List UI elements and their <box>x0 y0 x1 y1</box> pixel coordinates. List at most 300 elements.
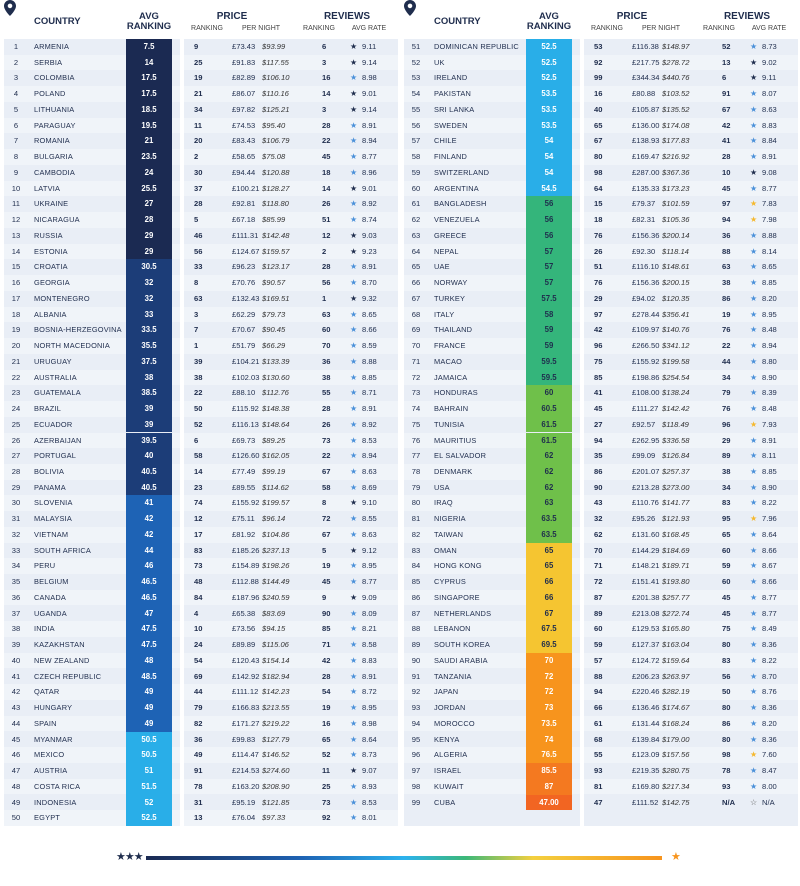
price-usd-value: $254.54 <box>662 372 690 382</box>
star-icon: ★ <box>350 718 358 728</box>
avg-ranking-value: 56 <box>526 196 572 212</box>
price-usd-value: $89.25 <box>262 435 286 445</box>
price-usd-value: $272.74 <box>662 608 690 618</box>
price-ranking-value: 23 <box>194 482 203 492</box>
star-icon: ★ <box>750 466 758 476</box>
price-ranking-value: 89 <box>594 608 603 618</box>
price-gbp-value: £62.29 <box>232 309 256 319</box>
avg-ranking-value: 57 <box>526 275 572 291</box>
star-icon: ★ <box>350 57 358 67</box>
avg-rate-value: 8.95 <box>362 703 377 713</box>
avg-ranking-value: 51.5 <box>126 779 172 795</box>
star-icon: ☆ <box>750 797 758 807</box>
price-gbp-value: £89.55 <box>232 482 256 492</box>
row-number: 73 <box>411 388 421 398</box>
avg-ranking-value: 32 <box>126 291 172 307</box>
avg-rate-value: 8.91 <box>362 262 377 272</box>
avg-ranking-value: 47.00 <box>526 795 572 811</box>
price-gbp-value: £82.31 <box>632 215 656 225</box>
country-name: BULGARIA <box>34 152 73 162</box>
price-ranking-value: 44 <box>194 687 203 697</box>
row-number: 17 <box>11 293 21 303</box>
avg-ranking-value: 57 <box>526 244 572 260</box>
avg-ranking-value: 60 <box>526 385 572 401</box>
avg-rate-value: 8.67 <box>762 561 777 571</box>
row-number: 1 <box>13 42 19 51</box>
row-number: 12 <box>11 215 21 225</box>
table-row <box>4 684 398 700</box>
avg-ranking-value: 58 <box>526 307 572 323</box>
price-gbp-value: £67.18 <box>232 215 256 225</box>
row-number: 16 <box>11 278 21 288</box>
price-ranking-value: 7 <box>194 325 199 335</box>
price-usd-value: $174.08 <box>662 120 690 130</box>
review-ranking-value: 72 <box>322 514 331 524</box>
avg-ranking-value: 49 <box>126 700 172 716</box>
avg-rate-value: 9.09 <box>362 592 377 602</box>
country-name: SWEDEN <box>434 120 468 130</box>
star-icon: ★ <box>350 514 358 524</box>
price-usd-value: $216.92 <box>662 152 690 162</box>
avg-ranking-value: 52.5 <box>526 39 572 55</box>
star-icon: ★ <box>350 419 358 429</box>
price-gbp-value: £74.53 <box>232 120 256 130</box>
country-name: TANZANIA <box>434 671 472 681</box>
row-number: 96 <box>411 750 421 760</box>
star-icon: ★ <box>350 278 358 288</box>
price-gbp-value: £95.19 <box>232 797 256 807</box>
price-usd-value: $159.57 <box>262 246 290 256</box>
price-usd-value: $182.94 <box>262 671 290 681</box>
price-usd-value: $157.56 <box>662 750 690 760</box>
avg-ranking-value: 73.5 <box>526 716 572 732</box>
country-name: UK <box>434 57 445 67</box>
review-ranking-value: 18 <box>322 167 331 177</box>
star-icon: ★ <box>350 73 358 83</box>
star-icon: ★ <box>350 104 358 114</box>
star-icon: ★ <box>750 325 758 335</box>
review-ranking-value: 79 <box>722 388 731 398</box>
price-usd-value: $141.77 <box>662 498 690 508</box>
avg-rate-subheader: AVG RATE <box>351 25 387 32</box>
country-name: AZERBAIJAN <box>34 435 82 445</box>
country-name: GREECE <box>434 230 467 240</box>
table-row <box>4 747 398 763</box>
row-number: 75 <box>411 419 421 429</box>
star-icon: ★ <box>750 514 758 524</box>
price-gbp-value: £94.44 <box>232 167 256 177</box>
table-row <box>404 385 798 401</box>
table-row <box>4 637 398 653</box>
price-gbp-value: £151.41 <box>632 577 660 587</box>
country-name: INDONESIA <box>34 797 77 807</box>
country-name: MAURITIUS <box>434 435 477 445</box>
avg-ranking-value: 52.5 <box>526 55 572 71</box>
review-ranking-value: 76 <box>722 325 731 335</box>
price-ranking-value: 6 <box>194 435 199 445</box>
avg-rate-value: 8.85 <box>362 372 377 382</box>
price-usd-value: $142.48 <box>262 230 290 240</box>
country-name: IRAQ <box>434 498 453 508</box>
star-icon: ★ <box>350 466 358 476</box>
price-ranking-value: 36 <box>194 734 203 744</box>
price-ranking-value: 13 <box>194 813 203 823</box>
price-ranking-value: 59 <box>594 640 603 650</box>
star-icon: ★ <box>750 655 758 665</box>
star-icon: ★ <box>350 42 358 51</box>
row-number: 13 <box>11 230 21 240</box>
avg-rate-value: 8.71 <box>362 388 377 398</box>
table-row <box>4 732 398 748</box>
star-icon: ★ <box>750 167 758 177</box>
review-ranking-value: 78 <box>722 766 731 776</box>
price-gbp-value: £105.87 <box>632 104 660 114</box>
price-usd-value: $168.24 <box>662 718 690 728</box>
country-name: BRAZIL <box>34 404 62 414</box>
review-ranking-value: 6 <box>722 73 727 83</box>
price-ranking-value: 16 <box>594 89 603 99</box>
avg-ranking-value: 40.5 <box>126 480 172 496</box>
table-row <box>4 133 398 149</box>
star-icon: ★ <box>350 136 358 146</box>
price-usd-value: $336.58 <box>662 435 690 445</box>
country-name: SERBIA <box>34 57 63 67</box>
avg-ranking-value: 60.5 <box>526 401 572 417</box>
avg-ranking-value: 57 <box>526 259 572 275</box>
row-number: 11 <box>12 199 20 209</box>
row-number: 50 <box>11 813 21 823</box>
price-usd-value: $135.52 <box>662 104 690 114</box>
star-icon: ★ <box>750 624 758 634</box>
price-ranking-value: 45 <box>594 404 603 414</box>
table-row <box>4 385 398 401</box>
price-ranking-value: 55 <box>594 750 603 760</box>
price-usd-value: $148.64 <box>262 419 290 429</box>
table-row <box>404 55 798 71</box>
price-ranking-value: 84 <box>194 592 203 602</box>
price-ranking-value: 26 <box>594 246 603 256</box>
avg-rate-value: 7.60 <box>762 750 777 760</box>
price-usd-value: $174.67 <box>662 703 690 713</box>
review-ranking-value: 3 <box>322 57 327 67</box>
table-row <box>404 196 798 212</box>
price-usd-value: $148.97 <box>662 42 690 51</box>
price-ranking-value: 82 <box>194 718 203 728</box>
review-ranking-value: 59 <box>722 561 731 571</box>
price-usd-value: $121.93 <box>662 514 690 524</box>
price-ranking-value: 99 <box>594 73 603 83</box>
price-gbp-value: £131.44 <box>632 718 660 728</box>
price-gbp-value: £77.49 <box>232 466 256 476</box>
price-usd-value: $140.76 <box>662 325 690 335</box>
review-ranking-value: 5 <box>322 545 327 555</box>
star-icon: ★ <box>350 120 358 130</box>
country-name: INDIA <box>34 624 55 634</box>
review-ranking-value: 6 <box>322 42 327 51</box>
avg-rate-value: 7.96 <box>762 514 777 524</box>
price-gbp-value: £83.43 <box>232 136 256 146</box>
price-usd-value: $169.51 <box>262 293 290 303</box>
avg-ranking-value: 49 <box>126 716 172 732</box>
star-icon: ★ <box>350 734 358 744</box>
price-usd-value: $199.58 <box>662 356 690 366</box>
price-usd-value: $154.14 <box>262 655 290 665</box>
avg-rate-value: 9.11 <box>762 73 777 83</box>
table-row <box>404 228 798 244</box>
star-icon: ★ <box>750 388 758 398</box>
price-usd-value: $148.61 <box>662 262 690 272</box>
avg-ranking-value: 47.5 <box>126 637 172 653</box>
price-gbp-value: £111.27 <box>632 404 659 414</box>
avg-rate-value: 8.91 <box>762 152 777 162</box>
price-usd-value: $115.06 <box>262 640 289 650</box>
avg-rate-value: 9.07 <box>362 766 377 776</box>
price-usd-value: $217.34 <box>662 781 690 791</box>
price-ranking-value: 71 <box>594 561 603 571</box>
avg-rate-value: 8.72 <box>362 687 377 697</box>
review-ranking-value: 25 <box>322 781 331 791</box>
avg-ranking-value: 46.5 <box>126 590 172 606</box>
avg-ranking-header: AVG RANKING <box>526 11 572 32</box>
avg-ranking-value: 59 <box>526 322 572 338</box>
avg-rate-value: 8.77 <box>362 577 377 587</box>
price-usd-value: $83.69 <box>262 608 286 618</box>
price-gbp-value: £97.82 <box>232 104 256 114</box>
price-gbp-value: £91.83 <box>232 57 256 67</box>
price-gbp-value: £278.44 <box>632 309 660 319</box>
avg-rate-value: 8.55 <box>362 514 377 524</box>
avg-rate-value: 8.98 <box>362 73 377 83</box>
avg-ranking-value: 35.5 <box>126 338 172 354</box>
table-row <box>4 322 398 338</box>
review-ranking-value: 85 <box>322 624 331 634</box>
price-usd-value: $110.16 <box>262 89 289 99</box>
review-ranking-value: 22 <box>322 451 331 461</box>
price-ranking-value: 5 <box>194 215 199 225</box>
row-number: 95 <box>411 734 421 744</box>
avg-ranking-value: 49 <box>126 684 172 700</box>
price-usd-value: $146.52 <box>262 750 290 760</box>
row-number: 66 <box>411 278 421 288</box>
table-row <box>404 732 798 748</box>
row-number: 53 <box>411 73 421 83</box>
star-icon: ★ <box>350 309 358 319</box>
avg-rate-value: 8.64 <box>762 529 777 539</box>
price-gbp-value: £206.23 <box>632 671 660 681</box>
review-ranking-value: 80 <box>722 734 731 744</box>
table-row <box>4 606 398 622</box>
row-number: 91 <box>411 671 421 681</box>
country-name: AUSTRALIA <box>34 372 77 382</box>
avg-ranking-value: 39 <box>126 417 172 433</box>
price-usd-value: $282.19 <box>662 687 690 697</box>
price-ranking-value: 93 <box>594 766 603 776</box>
row-number: 19 <box>11 325 21 335</box>
review-ranking-value: 28 <box>322 671 331 681</box>
review-ranking-value: 10 <box>722 167 731 177</box>
price-gbp-value: £344.34 <box>632 73 660 83</box>
price-gbp-value: £94.02 <box>632 293 656 303</box>
price-ranking-value: 94 <box>594 435 603 445</box>
country-name: CHILE <box>434 136 457 146</box>
review-ranking-value: 91 <box>722 89 731 99</box>
avg-ranking-value: 66 <box>526 574 572 590</box>
row-number: 99 <box>411 797 421 807</box>
review-ranking-value: 26 <box>322 199 331 209</box>
star-icon: ★ <box>750 309 758 319</box>
price-usd-value: $168.45 <box>662 529 690 539</box>
country-name: MONTENEGRO <box>34 293 90 303</box>
star-icon: ★ <box>750 734 758 744</box>
price-gbp-value: £89.89 <box>232 640 256 650</box>
price-gbp-value: £95.26 <box>632 514 656 524</box>
star-icon: ★ <box>350 577 358 587</box>
price-gbp-value: £155.92 <box>632 356 660 366</box>
review-ranking-value: 56 <box>322 278 331 288</box>
country-name: AUSTRIA <box>34 766 68 776</box>
star-icon: ★ <box>350 341 358 351</box>
row-number: 62 <box>411 215 421 225</box>
star-icon: ★ <box>750 152 758 162</box>
price-ranking-value: 28 <box>194 199 203 209</box>
avg-rate-value: 8.73 <box>362 750 377 760</box>
price-header: PRICE <box>616 11 648 22</box>
price-ranking-value: 41 <box>594 388 603 398</box>
table-row <box>404 716 798 732</box>
avg-ranking-value: 56 <box>526 212 572 228</box>
table-row <box>4 716 398 732</box>
star-icon: ★ <box>350 293 358 303</box>
country-name: USA <box>434 482 450 492</box>
star-icon: ★ <box>750 718 758 728</box>
price-gbp-value: £111.31 <box>232 230 259 240</box>
row-number: 41 <box>11 671 21 681</box>
review-ranking-value: 92 <box>322 813 331 823</box>
price-gbp-value: £65.38 <box>232 608 256 618</box>
row-number: 69 <box>411 325 421 335</box>
avg-ranking-value: 66 <box>526 590 572 606</box>
review-ranking-value: 51 <box>322 215 331 225</box>
price-usd-value: $219.22 <box>262 718 290 728</box>
country-name: TURKEY <box>434 293 466 303</box>
review-ranking-value: 41 <box>722 136 731 146</box>
star-icon: ★ <box>350 624 358 634</box>
review-ranking-value: 94 <box>722 215 731 225</box>
row-number: 4 <box>13 89 19 99</box>
review-ranking-value: 38 <box>722 278 731 288</box>
country-name: NORTH MACEDONIA <box>34 341 110 351</box>
country-name: TUNISIA <box>434 419 465 429</box>
star-icon: ★ <box>350 750 358 760</box>
row-number: 82 <box>411 529 421 539</box>
table-row <box>4 370 398 386</box>
price-ranking-value: 66 <box>594 703 603 713</box>
price-ranking-value: 70 <box>594 545 603 555</box>
row-number: 40 <box>11 655 21 665</box>
price-gbp-value: £201.07 <box>632 466 660 476</box>
table-row <box>404 779 798 795</box>
row-number: 85 <box>411 577 421 587</box>
avg-rate-value: 7.83 <box>762 199 777 209</box>
price-ranking-value: 94 <box>594 687 603 697</box>
avg-rate-value: 8.85 <box>762 278 777 288</box>
price-usd-value: $95.40 <box>262 120 286 130</box>
review-ranking-value: 16 <box>322 73 331 83</box>
price-gbp-value: £116.10 <box>632 262 659 272</box>
price-gbp-value: £102.03 <box>232 372 260 382</box>
table-row <box>4 433 398 449</box>
table-row <box>4 55 398 71</box>
country-name: KAZAKHSTAN <box>34 640 85 650</box>
row-number: 60 <box>411 183 421 193</box>
country-name: MEXICO <box>34 750 65 760</box>
price-gbp-value: £116.13 <box>232 419 259 429</box>
avg-rate-value: 8.00 <box>762 781 777 791</box>
review-ranking-value: 22 <box>722 341 731 351</box>
price-usd-value: $280.75 <box>662 766 690 776</box>
star-icon: ★ <box>350 781 358 791</box>
table-row <box>4 590 398 606</box>
price-ranking-value: 90 <box>594 482 603 492</box>
country-name: BANGLADESH <box>434 199 487 209</box>
row-number: 18 <box>11 309 21 319</box>
country-name: EL SALVADOR <box>434 451 487 461</box>
star-icon: ★ <box>350 89 358 99</box>
country-name: CROATIA <box>34 262 68 272</box>
table-header <box>4 0 398 38</box>
price-ranking-value: 22 <box>194 388 203 398</box>
price-ranking-value: 57 <box>594 655 603 665</box>
price-ranking-subheader: RANKING <box>191 25 223 32</box>
country-name: ECUADOR <box>34 419 73 429</box>
table-row <box>404 653 798 669</box>
per-night-subheader: PER NIGHT <box>241 25 281 32</box>
row-number: 2 <box>13 57 19 67</box>
table-row <box>404 480 798 496</box>
avg-ranking-value: 59 <box>526 338 572 354</box>
price-ranking-value: 76 <box>594 230 603 240</box>
review-ranking-value: 60 <box>722 577 731 587</box>
country-name: MACAO <box>434 356 463 366</box>
review-ranking-value: 38 <box>722 466 731 476</box>
star-icon: ★ <box>350 813 358 823</box>
country-name: CZECH REPUBLIC <box>34 671 102 681</box>
country-name: ALGERIA <box>434 750 468 760</box>
review-ranking-value: 73 <box>322 797 331 807</box>
price-usd-value: $341.12 <box>662 341 690 351</box>
review-ranking-value: 71 <box>322 640 331 650</box>
price-usd-value: $66.29 <box>262 341 286 351</box>
table-row <box>4 669 398 685</box>
review-ranking-value: 45 <box>722 592 731 602</box>
price-gbp-value: £213.08 <box>632 608 660 618</box>
row-number: 64 <box>411 246 421 256</box>
review-ranking-value: 96 <box>722 419 731 429</box>
avg-ranking-value: 44 <box>126 543 172 559</box>
country-name: JAMAICA <box>434 372 468 382</box>
table-row <box>404 212 798 228</box>
price-ranking-value: 79 <box>194 703 203 713</box>
country-name: ARGENTINA <box>434 183 479 193</box>
star-icon: ★ <box>350 703 358 713</box>
table-row <box>404 795 798 811</box>
avg-ranking-value: 52.5 <box>126 810 172 826</box>
price-usd-value: $126.84 <box>662 451 690 461</box>
avg-rate-value: 8.66 <box>762 545 777 555</box>
avg-ranking-value: 63.5 <box>526 527 572 543</box>
table-row <box>4 70 398 86</box>
avg-rate-value: 9.32 <box>362 293 377 303</box>
